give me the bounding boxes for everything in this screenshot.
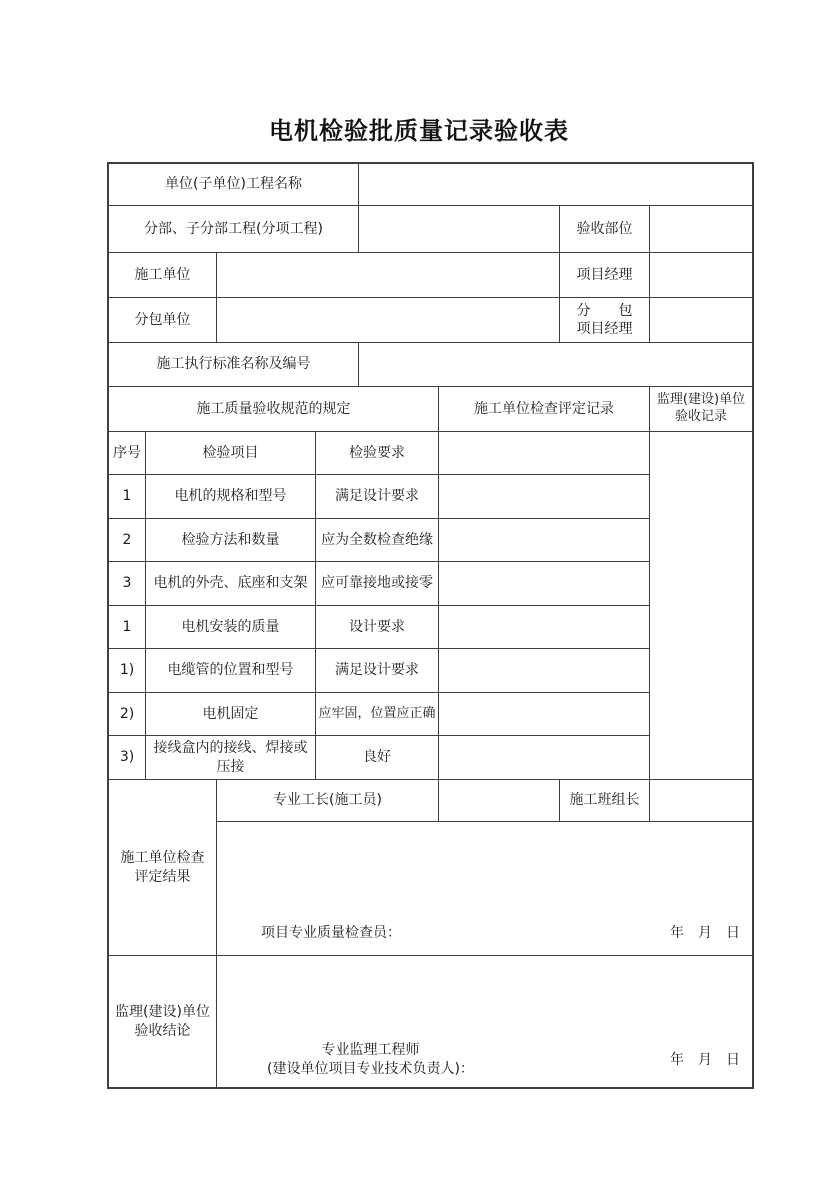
subdivision-value[interactable] — [359, 206, 560, 253]
construction-unit-label: 施工单位 — [109, 253, 217, 298]
engineer-label — [267, 1041, 474, 1079]
subcontract-pm-label — [560, 298, 650, 343]
check-record-cell[interactable] — [439, 475, 650, 519]
supervision-record-header-line2: 验收记录 — [674, 409, 727, 424]
subcontract-pm-value[interactable] — [650, 298, 752, 343]
col-header-item: 检验项目 — [146, 432, 316, 475]
serial-cell: 3) — [109, 736, 146, 780]
document-title: 电机检验批质量记录验收表 — [269, 117, 569, 145]
serial-cell: 1 — [109, 475, 146, 519]
supervision-section-label-line1: 监理(建设)单位 — [115, 1004, 210, 1021]
serial-cell: 1) — [109, 649, 146, 693]
supervision-section-label-line2: 验收结论 — [134, 1022, 191, 1039]
item-cell: 电机固定 — [146, 693, 316, 736]
unit-project-name-label: 单位(子单位)工程名称 — [109, 164, 359, 206]
item-cell: 检验方法和数量 — [146, 519, 316, 562]
supervision-date: 年 月 日 — [670, 1051, 740, 1068]
requirement-cell: 满足设计要求 — [316, 475, 439, 519]
item-cell: 电机的规格和型号 — [146, 475, 316, 519]
check-result-area[interactable] — [217, 822, 752, 956]
foreman-label: 专业工长(施工员) — [217, 780, 439, 822]
standard-label: 施工执行标准名称及编号 — [109, 343, 359, 387]
col-header-no: 序号 — [109, 432, 146, 475]
check-record-cell[interactable] — [439, 519, 650, 562]
project-manager-value[interactable] — [650, 253, 752, 298]
check-record-cell[interactable] — [439, 562, 650, 606]
check-record-cell[interactable] — [439, 736, 650, 780]
item-cell: 电机安装的质量 — [146, 606, 316, 649]
check-record-cell[interactable] — [439, 432, 650, 475]
check-record-cell[interactable] — [439, 693, 650, 736]
serial-cell: 1 — [109, 606, 146, 649]
subcontract-unit-value[interactable] — [217, 298, 560, 343]
supervision-record-header — [650, 387, 752, 432]
supervision-record-cell[interactable] — [650, 432, 752, 780]
construction-unit-value[interactable] — [217, 253, 560, 298]
subcontract-unit-label: 分包单位 — [109, 298, 217, 343]
item-cell: 接线盒内的接线、焊接或压接 — [146, 736, 316, 780]
supervision-section-label — [109, 956, 217, 1087]
acceptance-part-label: 验收部位 — [560, 206, 650, 253]
check-result-section-label — [109, 780, 217, 956]
team-leader-value[interactable] — [650, 780, 752, 822]
foreman-value[interactable] — [439, 780, 560, 822]
item-cell: 电缆管的位置和型号 — [146, 649, 316, 693]
project-manager-label: 项目经理 — [560, 253, 650, 298]
requirement-cell: 应牢固，位置应正确 — [316, 693, 439, 736]
requirement-cell: 满足设计要求 — [316, 649, 439, 693]
col-header-requirement: 检验要求 — [316, 432, 439, 475]
subcontract-pm-label-line2: 项目经理 — [576, 321, 633, 337]
engineer-label-line2: (建设单位项目专业技术负责人)： — [267, 1061, 474, 1078]
requirement-cell: 设计要求 — [316, 606, 439, 649]
form-table — [107, 162, 754, 1089]
requirement-cell: 应可靠接地或接零 — [316, 562, 439, 606]
serial-cell: 3 — [109, 562, 146, 606]
subcontract-pm-label-line1: 分 包 — [576, 302, 633, 319]
check-result-section-label-line2: 评定结果 — [134, 868, 191, 885]
inspector-sign-row — [261, 924, 740, 942]
supervision-conclusion-area[interactable] — [217, 956, 752, 1087]
standard-value[interactable] — [359, 343, 752, 387]
engineer-label-line1: 专业监理工程师 — [321, 1042, 420, 1059]
requirement-cell: 应为全数检查绝缘 — [316, 519, 439, 562]
acceptance-part-value[interactable] — [650, 206, 752, 253]
check-date: 年 月 日 — [670, 924, 740, 941]
unit-project-name-value[interactable] — [359, 164, 752, 206]
item-cell: 电机的外壳、底座和支架 — [146, 562, 316, 606]
check-record-header: 施工单位检查评定记录 — [439, 387, 650, 432]
check-record-cell[interactable] — [439, 649, 650, 693]
requirement-cell: 良好 — [316, 736, 439, 780]
inspector-label: 项目专业质量检查员： — [261, 924, 401, 941]
supervision-record-header-line1: 监理(建设)单位 — [656, 392, 746, 408]
team-leader-label: 施工班组长 — [560, 780, 650, 822]
engineer-sign-row — [267, 1041, 740, 1079]
check-result-section-label-line1: 施工单位检查 — [120, 850, 205, 867]
spec-header: 施工质量验收规范的规定 — [109, 387, 439, 432]
serial-cell: 2) — [109, 693, 146, 736]
check-record-cell[interactable] — [439, 606, 650, 649]
serial-cell: 2 — [109, 519, 146, 562]
subdivision-label: 分部、子分部工程(分项工程) — [109, 206, 359, 253]
